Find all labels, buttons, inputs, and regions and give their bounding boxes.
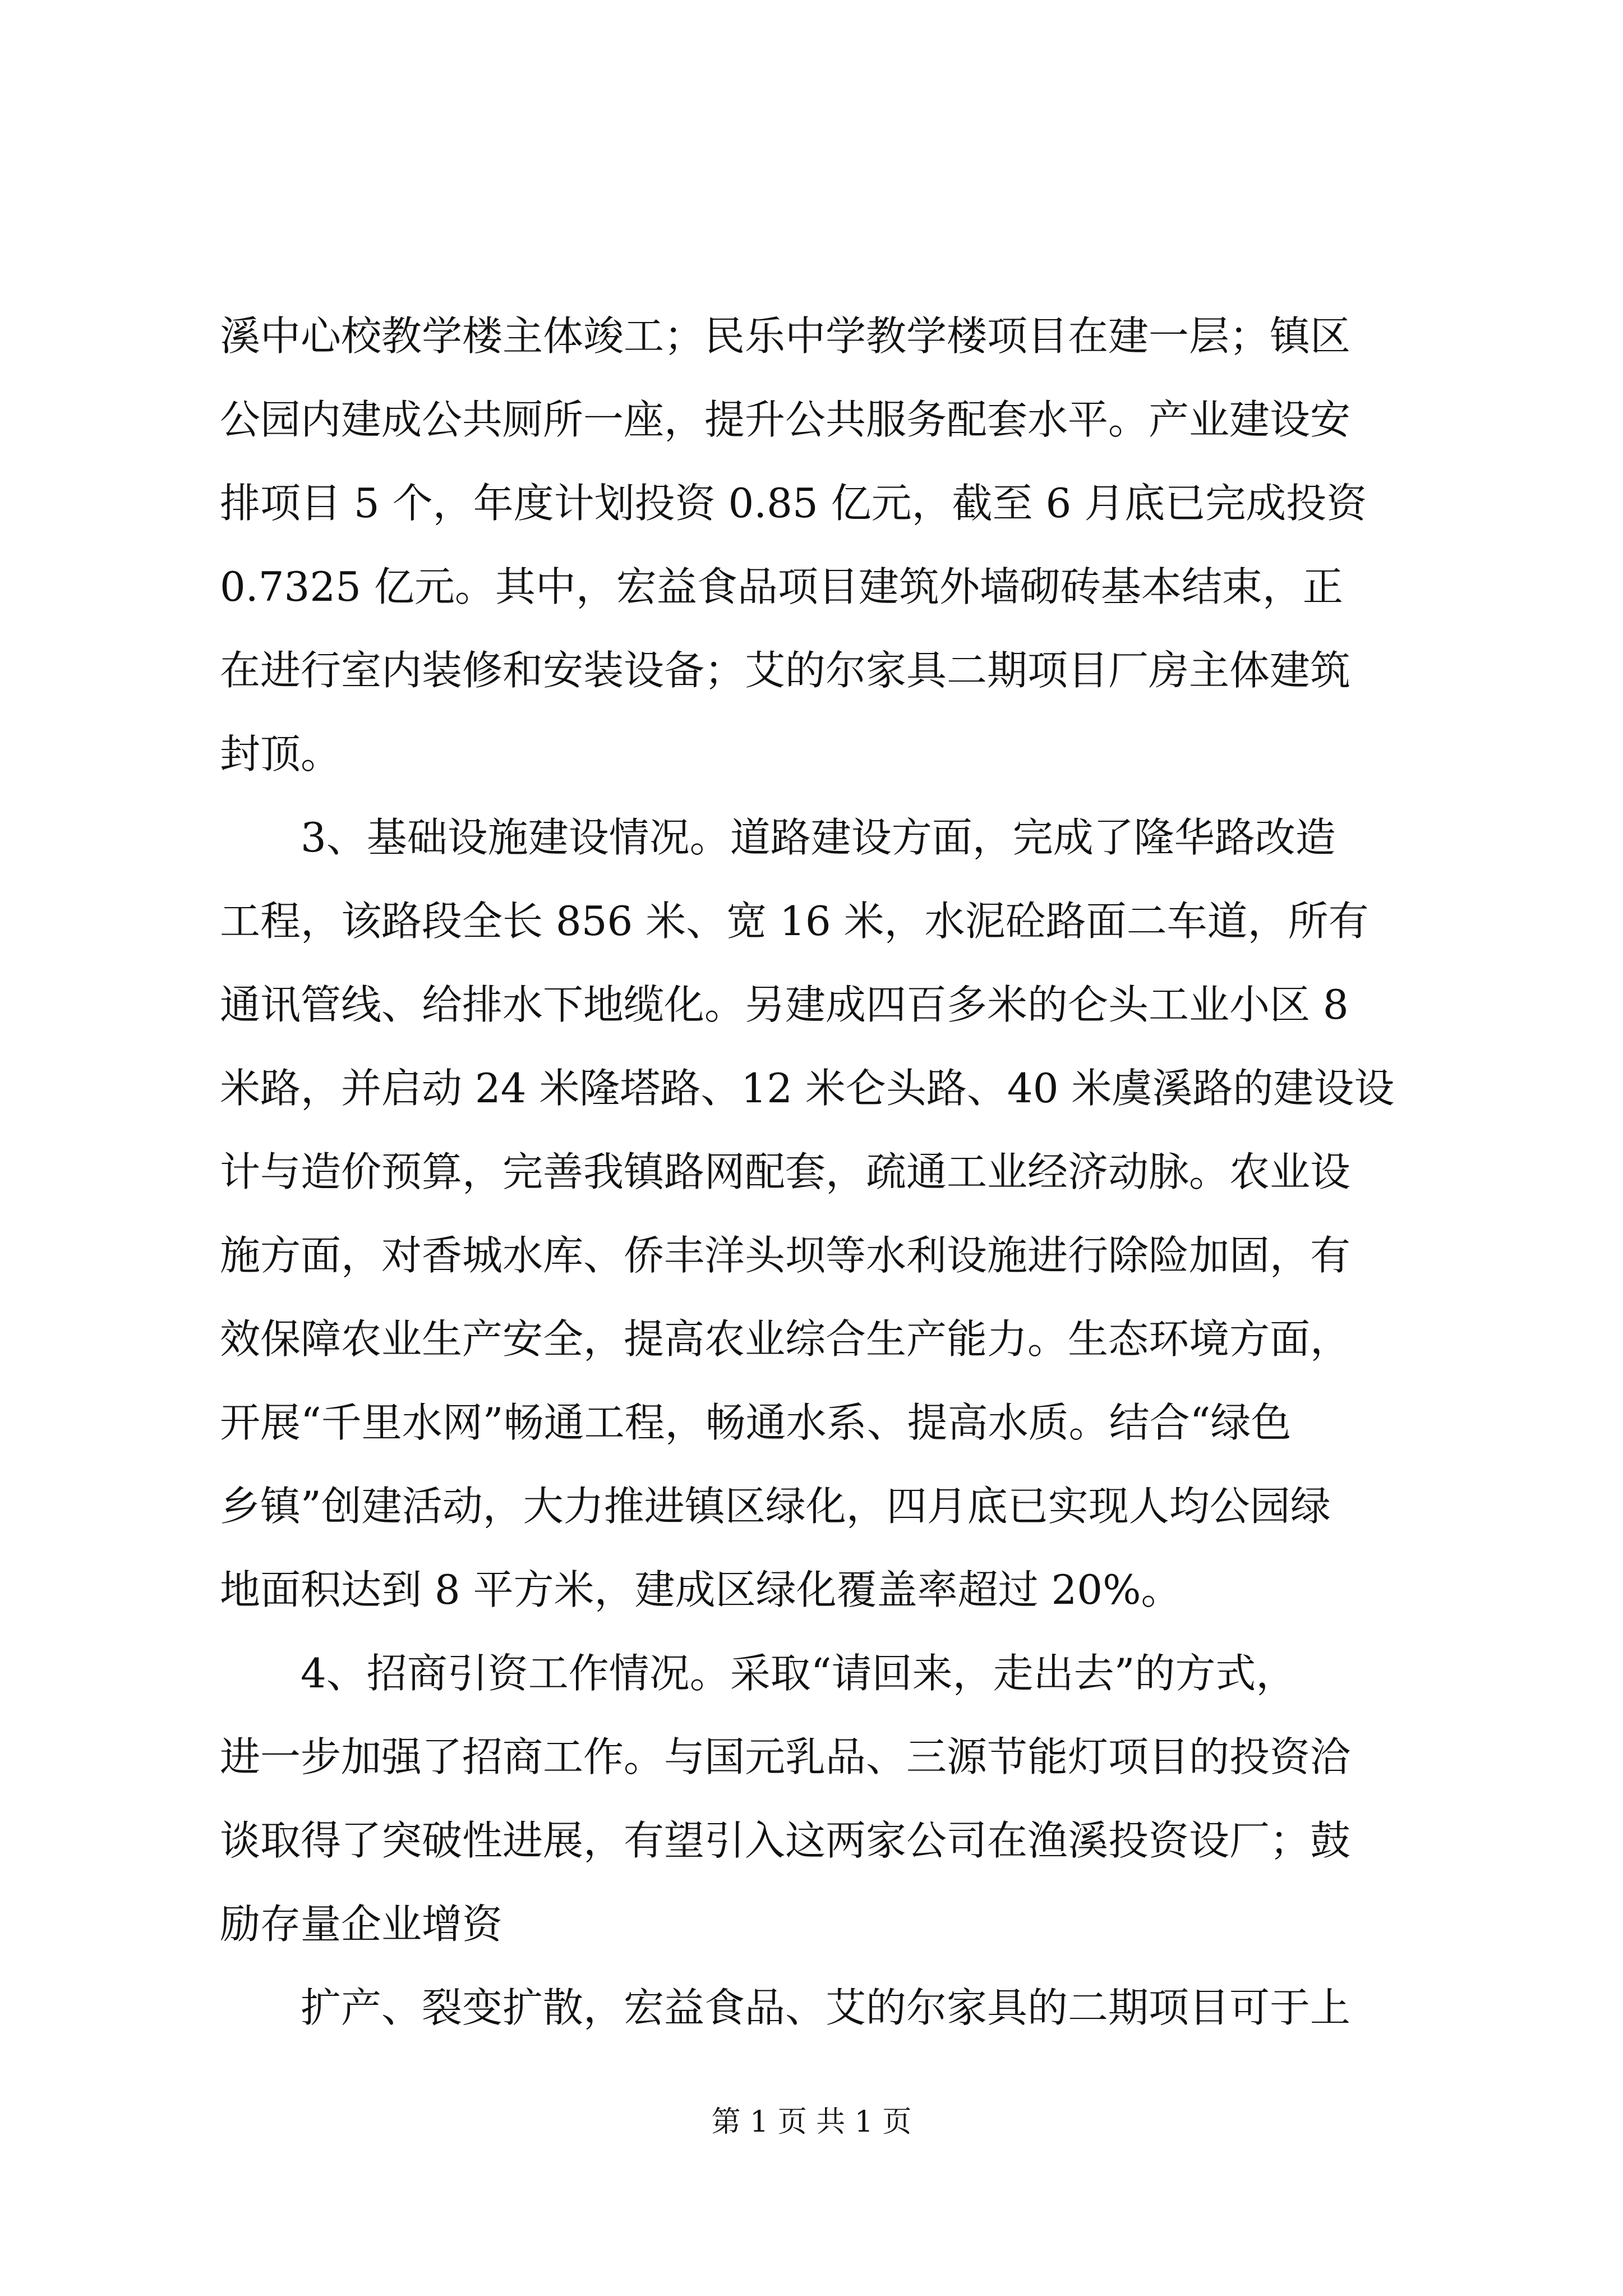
text-line: 米路，并启动 24 米隆塔路、12 米仑头路、40 米虞溪路的建设设	[220, 1065, 1395, 1112]
paragraph-start-line: 3、基础设施建设情况。道路建设方面，完成了隆华路改造	[301, 814, 1336, 861]
paragraph-start-line: 扩产、裂变扩散，宏益食品、艾的尔家具的二期项目可于上	[301, 1984, 1351, 2031]
text-line: 封顶。	[220, 730, 342, 777]
text-line: 进一步加强了招商工作。与国元乳品、三源节能灯项目的投资洽	[220, 1733, 1351, 1780]
text-line: 在进行室内装修和安装设备；艾的尔家具二期项目厂房主体建筑	[220, 647, 1351, 694]
text-line: 开展“千里水网”畅通工程，畅通水系、提高水质。结合“绿色	[220, 1399, 1292, 1446]
text-line: 乡镇”创建活动，大力推进镇区绿化，四月底已实现人均公园绿	[220, 1483, 1331, 1530]
text-line: 效保障农业生产安全，提高农业综合生产能力。生态环境方面，	[220, 1315, 1351, 1363]
page-footer: 第 1 页 共 1 页	[711, 2105, 912, 2139]
text-line: 工程，该路段全长 856 米、宽 16 米，水泥砼路面二车道，所有	[220, 898, 1369, 945]
paragraph-start-line: 4、招商引资工作情况。采取“请回来，走出去”的方式，	[301, 1650, 1297, 1697]
text-line: 排项目 5 个，年度计划投资 0.85 亿元，截至 6 月底已完成投资	[220, 480, 1367, 527]
text-line: 励存量企业增资	[220, 1901, 503, 1948]
text-line: 通讯管线、给排水下地缆化。另建成四百多米的仑头工业小区 8	[220, 981, 1349, 1028]
text-line: 公园内建成公共厕所一座，提升公共服务配套水平。产业建设安	[220, 396, 1351, 443]
text-line: 计与造价预算，完善我镇路网配套，疏通工业经济动脉。农业设	[220, 1148, 1351, 1195]
text-line: 施方面，对香城水库、侨丰洋头坝等水利设施进行除险加固，有	[220, 1232, 1351, 1279]
text-line: 溪中心校教学楼主体竣工；民乐中学教学楼项目在建一层；镇区	[220, 312, 1351, 360]
text-line: 谈取得了突破性进展，有望引入这两家公司在渔溪投资设厂；鼓	[220, 1817, 1351, 1864]
document-body	[220, 295, 1420, 2050]
text-line: 0.7325 亿元。其中，宏益食品项目建筑外墙砌砖基本结束，正	[220, 563, 1343, 610]
text-line: 地面积达到 8 平方米，建成区绿化覆盖率超过 20%。	[220, 1566, 1182, 1613]
